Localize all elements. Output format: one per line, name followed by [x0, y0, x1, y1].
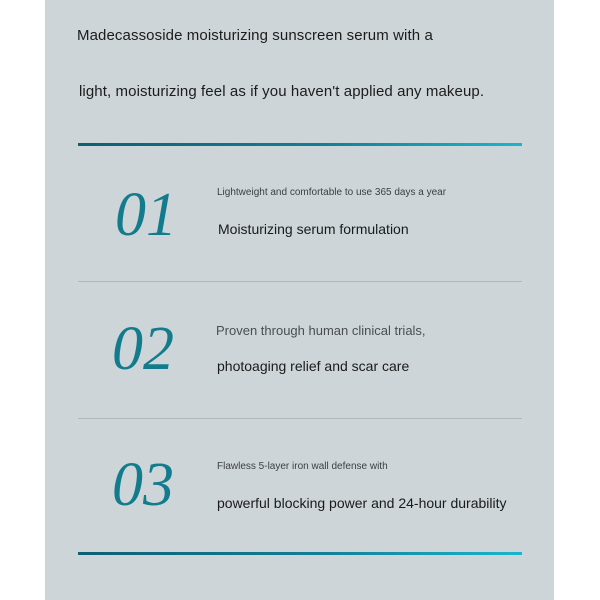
- feature-number: 02: [112, 315, 174, 383]
- feature-subtitle: Proven through human clinical trials,: [216, 323, 426, 338]
- feature-divider: [78, 281, 522, 282]
- bottom-divider: [78, 552, 522, 555]
- intro-line-2: light, moisturizing feel as if you haven't applied any makeup.: [79, 83, 485, 100]
- feature-subtitle: Flawless 5-layer iron wall defense with: [217, 461, 388, 472]
- feature-title: Moisturizing serum formulation: [218, 221, 409, 237]
- feature-number: 03: [112, 451, 174, 519]
- intro-line-1: Madecassoside moisturizing sunscreen serum with a: [77, 27, 433, 44]
- feature-divider: [78, 418, 522, 419]
- feature-subtitle: Lightweight and comfortable to use 365 days a year: [217, 187, 447, 198]
- top-divider: [78, 143, 522, 146]
- feature-number: 01: [115, 181, 177, 249]
- feature-title: photoaging relief and scar care: [217, 358, 410, 374]
- feature-title: powerful blocking power and 24-hour durability: [217, 495, 507, 511]
